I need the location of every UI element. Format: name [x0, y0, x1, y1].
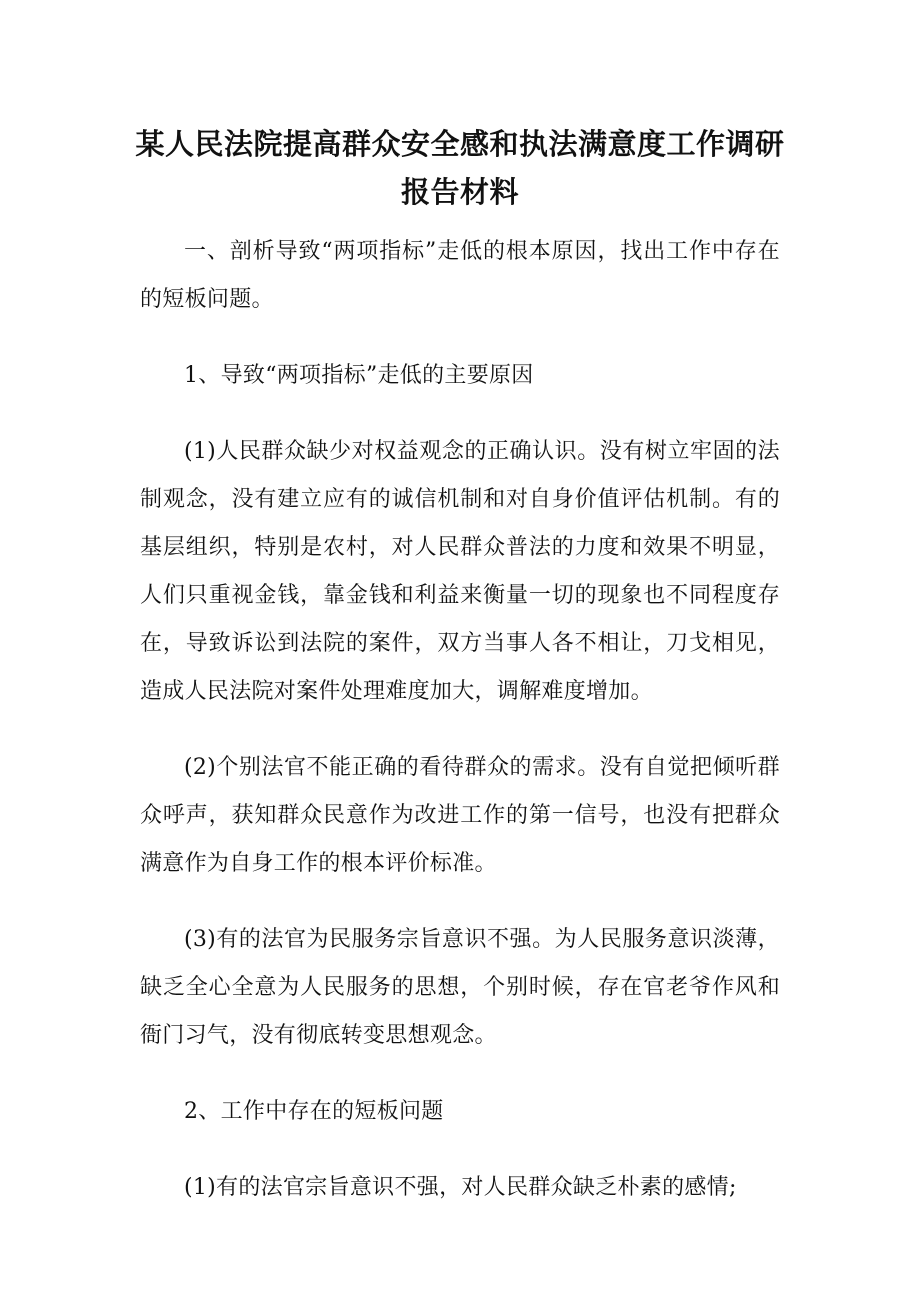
title-line-2: 报告材料 — [400, 175, 519, 209]
paragraph-item-2: (2)个别法官不能正确的看待群众的需求。没有自觉把倾听群众呼声，获知群众民意作为改进工作的第一信号，也没有把群众满意作为自身工作的根本评价标准。 — [140, 755, 780, 876]
paragraph-subsection-2-heading: 2、工作中存在的短板问题 — [184, 1099, 444, 1124]
title-line-1: 某人民法院提高群众安全感和执法满意度工作调研 — [135, 127, 785, 161]
paragraph-subsection-2-item-1: (1)有的法官宗旨意识不强，对人民群众缺乏朴素的感情; — [184, 1175, 737, 1200]
document-body — [140, 228, 780, 1240]
paragraph-item-3: (3)有的法官为民服务宗旨意识不强。为人民服务意识淡薄，缺乏全心全意为人民服务的思想，个别时候，存在官老爷作风和衙门习气，没有彻底转变思想观念。 — [140, 927, 780, 1048]
paragraph-item-1: (1)人民群众缺少对权益观念的正确认识。没有树立牢固的法制观念，没有建立应有的诚信机制和对自身价值评估机制。有的基层组织，特别是农村，对人民群众普法的力度和效果不明显，人们只重视金钱，靠金钱和利益来衡量一切的现象也不同程度存在，导致诉讼到法院的案件，双方当事人各不相让，刀戈相见，造成人民法院对案件处理难度加大，调解难度增加。 — [140, 439, 780, 704]
paragraph-section-one-heading: 一、剖析导致“两项指标”走低的根本原因，找出工作中存在的短板问题。 — [140, 239, 780, 312]
document-title — [118, 120, 802, 216]
paragraph-subsection-1-heading: 1、导致“两项指标”走低的主要原因 — [184, 363, 534, 388]
